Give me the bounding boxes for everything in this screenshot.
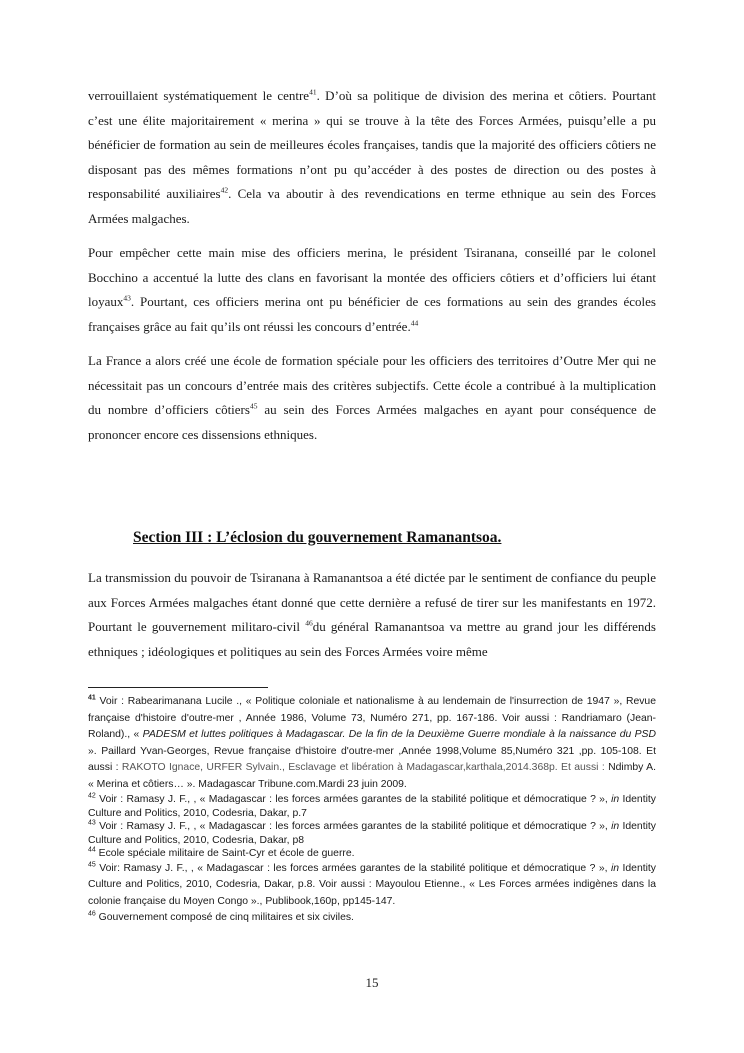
footnote-43: $^{43}$ Voir : Ramasy J. F., , « Madagascar : les forces armées garantes de la stabilité politique et démocratique ? », in Identity Culture and Politics, 2010, Codesria, Dakar, p8 xyxy=(88,819,656,846)
section-text-block xyxy=(88,566,656,674)
footnote-separator xyxy=(88,687,268,688)
footnote-ref-44[interactable]: 44 xyxy=(410,318,419,328)
paragraph-2: Pour empêcher cette main mise des officiers merina, le président Tsiranana, conseillé par le colonel Bocchino a accentué la lutte des clans en favorisant la montée des officiers côtiers et d’officiers lui étant loyaux$^{43}$. Pourtant, ces officiers merina ont pu bénéficier de ces formations au sein des grandes écoles françaises grâce au fait qu’ils ont réussi les concours d’entrée.$^{44}$ xyxy=(88,245,656,334)
footnote-45: $^{45}$ Voir: Ramasy J. F., , « Madagascar : les forces armées garantes de la stabilité politique et démocratique ? », in Identity Culture and Politics, 2010, Codesria, Dakar, p.8. Voir aussi : Mayoulou Etienne., « Les Forces armées indigènes dans la colonie française du Moyen Congo »., Publibook,160p, pp145-147. xyxy=(88,861,656,907)
footnote-42: $^{42}$ Voir : Ramasy J. F., , « Madagascar : les forces armées garantes de la stabilité politique et démocratique ? », in Identity Culture and Politics, 2010, Codesria, Dakar, p.7 xyxy=(88,792,656,819)
page-number: 15 xyxy=(365,975,379,990)
footnote-ref-43[interactable]: 43 xyxy=(123,293,131,303)
footnote-ref-41[interactable]: 41 xyxy=(309,87,317,97)
section-paragraph: La transmission du pouvoir de Tsiranana à Ramanantsoa a été dictée par le sentiment de confiance du peuple aux Forces Armées malgaches étant donné que cette dernière a refusé de tirer sur les manifestants en 1972. Pourtant le gouvernement militaro-civil $^{46}$du général Ramanantsoa va mettre au grand jour les différends ethniques ; idéologiques et politiques au sein des Forces Armées voire même xyxy=(88,570,656,659)
footnote-46: $^{46}$ Gouvernement composé de cinq militaires et six civiles. xyxy=(88,910,354,923)
footnote-41: $^{41}$ Voir : Rabearimanana Lucile ., « Politique coloniale et nationalisme à au lendemain de l'insurrection de 1947 », Revue française d'histoire d'outre-mer , Année 1986, Volume 73, Numéro 271, pp. 167-186. Voir aussi : Randriamaro (Jean-Roland)., « PADESM et luttes politiques à Madagascar. De la fin de la Deuxième Guerre mondiale à la naissance du PSD ». Paillard Yvan-Georges, Revue française d'histoire d'outre-mer ,Année 1998,Volume 85,Numéro 321 ,pp. 105-108. Et aussi : RAKOTO Ignace, URFER Sylvain., Esclavage et libération à Madagascar,karthala,2014.368p. Et aussi : Ndimby A. « Merina et côtiers… ». Madagascar Tribune.com.Mardi 23 juin 2009. xyxy=(88,694,656,790)
paragraph-3: La France a alors créé une école de formation spéciale pour les officiers des territoires d’Outre Mer qui ne nécessitait pas un concours d’entrée mais des critères subjectifs. Cette école a contribué à la multiplication du nombre d’officiers côtiers$^{45}$ au sein des Forces Armées malgaches en ayant pour conséquence de prononcer encore ces dissensions ethniques. xyxy=(88,353,656,442)
footnotes xyxy=(88,694,656,927)
body-text-block xyxy=(88,84,656,457)
section-heading: Section III : L’éclosion du gouvernement Ramanantsoa. xyxy=(133,529,502,546)
footnote-ref-46[interactable]: 46 xyxy=(305,618,313,628)
paragraph-1: verrouillaient systématiquement le centre$^{41}$. D’où sa politique de division des merina et côtiers. Pourtant c’est une élite majoritairement « merina » qui se trouve à la tête des Forces Armées, puisqu’elle a pu bénéficier de formation au sein de meilleures écoles françaises, tandis que la majorité des officiers côtiers ne disposant pas des mêmes formations n’ont pu qu’accéder à des postes de direction ou des postes à responsabilité auxiliaires$^{42}$. Cela va aboutir à des revendications en terme ethnique au sein des Forces Armées malgaches. xyxy=(88,87,657,226)
footnote-44: $^{44}$ Ecole spéciale militaire de Saint-Cyr et école de guerre. xyxy=(88,846,355,859)
footnote-ref-42[interactable]: 42 xyxy=(220,185,229,195)
footnote-ref-45[interactable]: 45 xyxy=(249,401,258,411)
